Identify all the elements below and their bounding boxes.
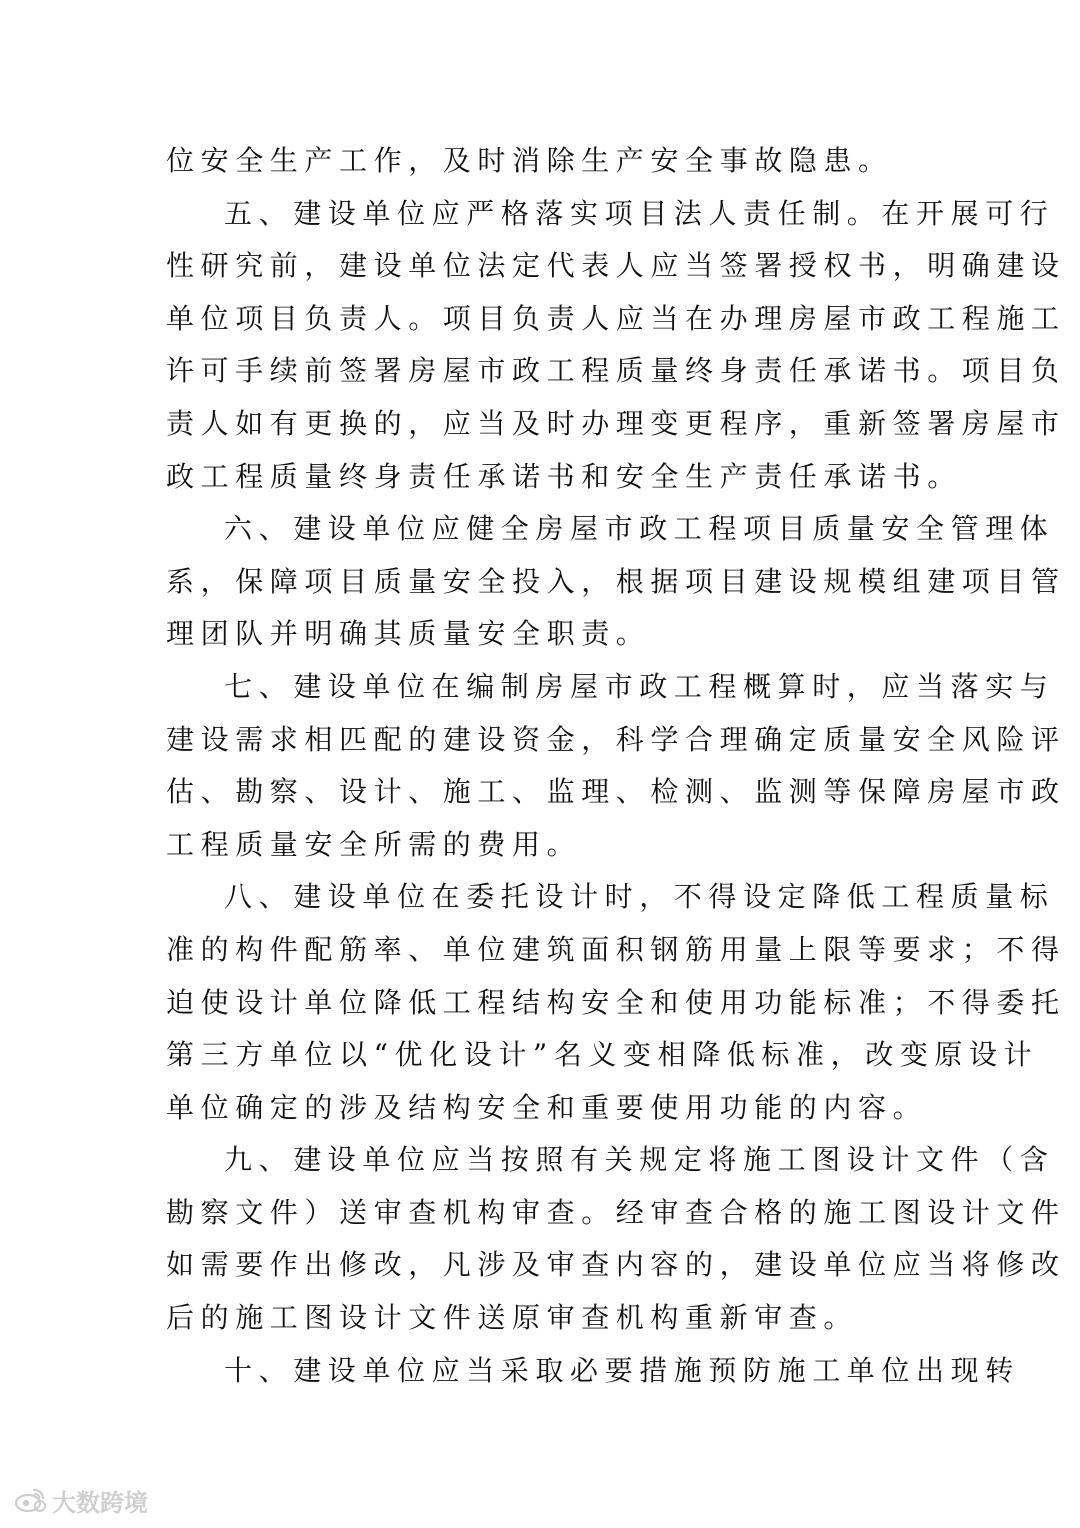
text-line: 建设需求相匹配的建设资金，科学合理确定质量安全风险评 <box>166 722 1066 756</box>
text-line: 理团队并明确其质量安全职责。 <box>166 617 651 651</box>
text-line: 单位确定的涉及结构安全和重要使用功能的内容。 <box>166 1090 928 1124</box>
clause-10-line: 十、建设单位应当采取必要措施预防施工单位出现转 <box>224 1353 1020 1387</box>
text-line: 第三方单位以“优化设计”名义变相降低标准，改变原设计 <box>166 1038 1039 1072</box>
text-line: 后的施工图设计文件送原审查机构重新审查。 <box>166 1301 859 1335</box>
document-body <box>166 135 1066 1397</box>
text-line: 性研究前，建设单位法定代表人应当签署授权书，明确建设 <box>166 249 1066 283</box>
watermark <box>14 1484 148 1516</box>
text-line: 责人如有更换的，应当及时办理变更程序，重新签署房屋市 <box>166 406 1066 440</box>
clause-7-line: 七、建设单位在编制房屋市政工程概算时，应当落实与 <box>224 669 1055 703</box>
text-line: 位安全生产工作，及时消除生产安全事故隐患。 <box>166 144 893 177</box>
clause-8-line: 八、建设单位在委托设计时，不得设定降低工程质量标 <box>224 880 1055 914</box>
text-line: 准的构件配筋率、单位建筑面积钢筋用量上限等要求；不得 <box>166 932 1066 966</box>
text-line: 单位项目负责人。项目负责人应当在办理房屋市政工程施工 <box>166 301 1066 335</box>
text-line: 系，保障项目质量安全投入，根据项目建设规模组建项目管 <box>166 564 1066 598</box>
watermark-text: 大数跨境 <box>52 1488 148 1517</box>
text-line: 估、勘察、设计、施工、监理、检测、监测等保障房屋市政 <box>166 775 1066 809</box>
text-line: 勘察文件）送审查机构审查。经审查合格的施工图设计文件 <box>166 1195 1066 1229</box>
text-line: 如需要作出修改，凡涉及审查内容的，建设单位应当将修改 <box>166 1248 1066 1282</box>
text-line: 政工程质量终身责任承诺书和安全生产责任承诺书。 <box>166 459 962 493</box>
clause-5-line: 五、建设单位应严格落实项目法人责任制。在开展可行 <box>224 196 1055 230</box>
text-line: 工程质量安全所需的费用。 <box>166 827 582 861</box>
clause-6-line: 六、建设单位应健全房屋市政工程项目质量安全管理体 <box>224 512 1055 546</box>
text-line: 许可手续前签署房屋市政工程质量终身责任承诺书。项目负 <box>166 354 1066 388</box>
text-line: 迫使设计单位降低工程结构安全和使用功能标准；不得委托 <box>166 985 1066 1019</box>
weibo-logo-icon <box>14 1486 48 1514</box>
clause-9-line: 九、建设单位应当按照有关规定将施工图设计文件（含 <box>224 1143 1055 1177</box>
